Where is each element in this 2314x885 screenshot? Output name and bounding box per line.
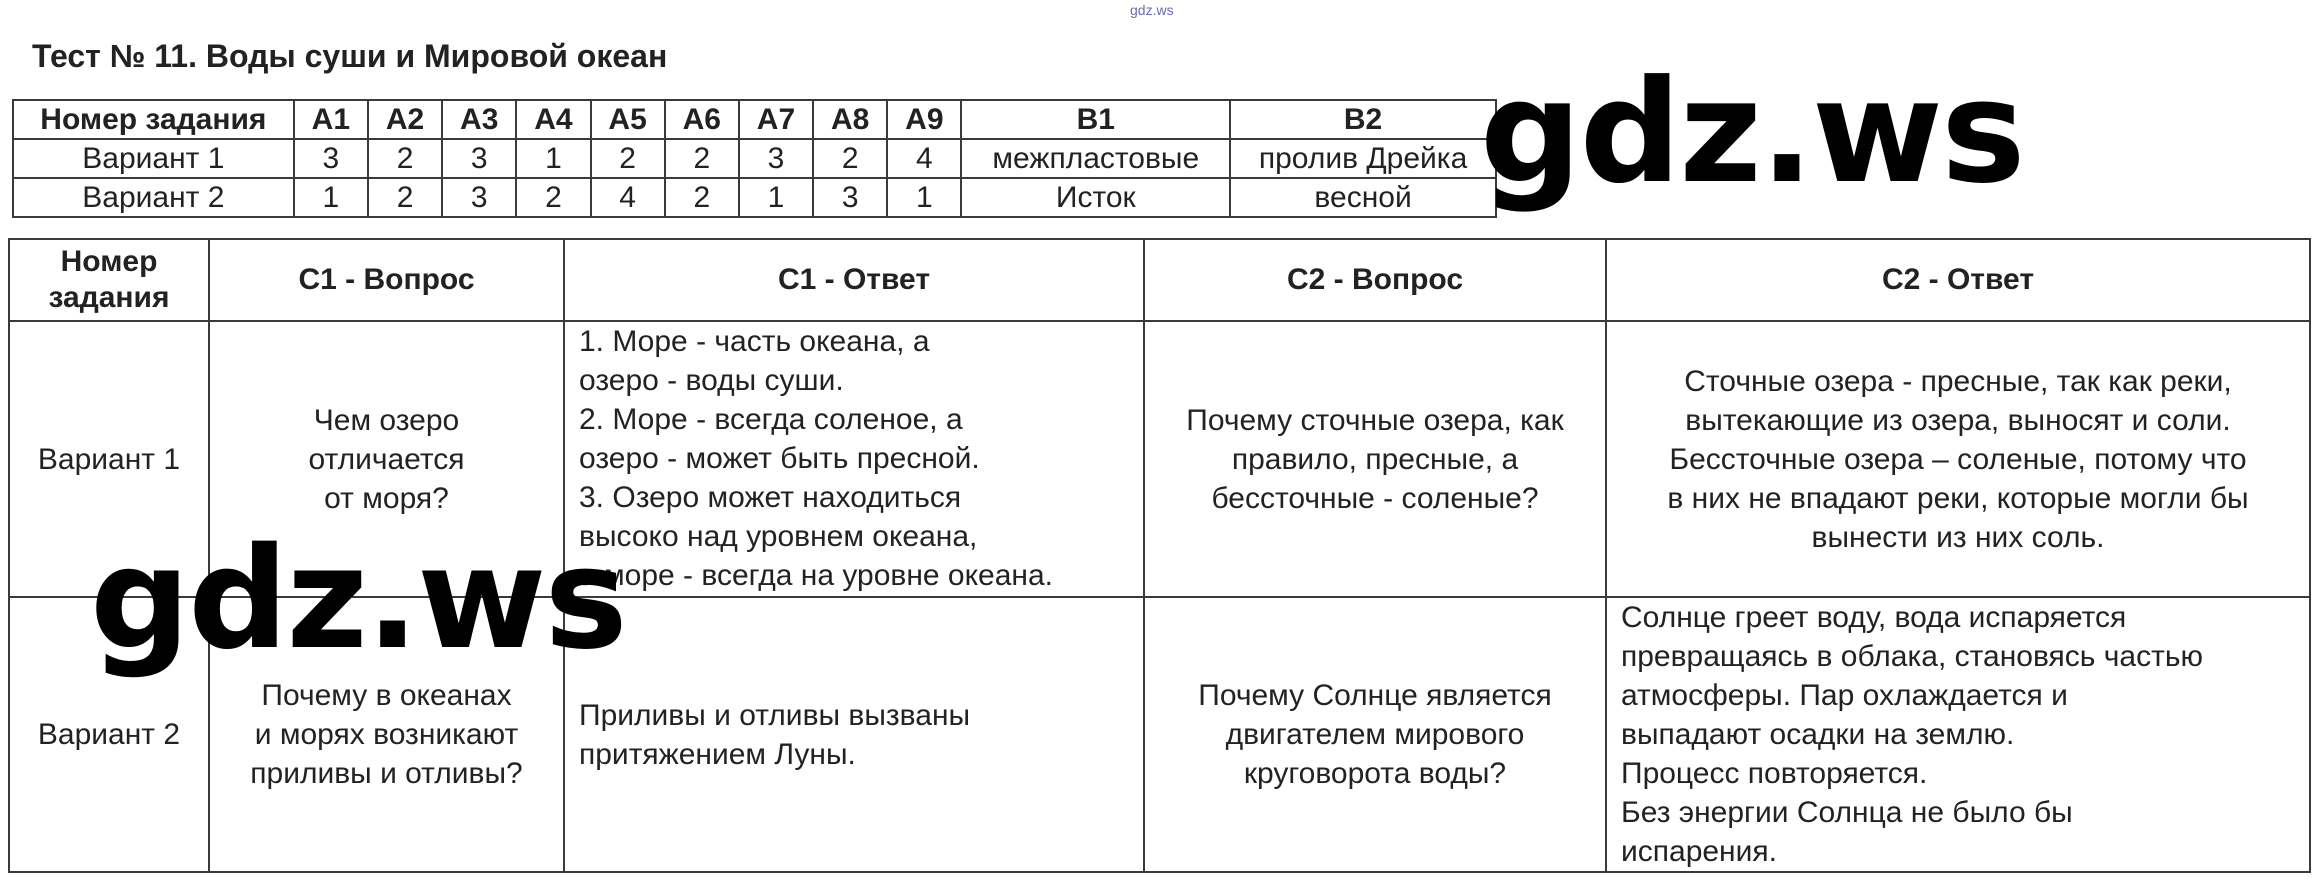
- header-3: А3: [442, 100, 516, 139]
- header-task-number-line2: задания: [48, 281, 170, 314]
- answer-cell: 1: [739, 178, 813, 217]
- c2-answer-cell: [1606, 321, 2310, 597]
- answers-table-a: [12, 99, 1497, 218]
- c1-answer-cell: [564, 597, 1144, 872]
- answer-cell: 3: [294, 139, 368, 178]
- table-row: [13, 139, 1496, 178]
- answer-cell: 3: [739, 139, 813, 178]
- text-line: а море - всегда на уровне океана.: [579, 559, 1054, 592]
- text-line: Процесс повторяется.: [1621, 757, 1928, 790]
- answer-cell: 2: [516, 178, 590, 217]
- text-line: Почему Солнце является: [1198, 679, 1552, 712]
- header-6: А6: [665, 100, 739, 139]
- text-line: вытекающие из озера, выносят и соли.: [1685, 403, 2231, 437]
- answer-cell: 1: [294, 178, 368, 217]
- text-line: 2. Море - всегда соленое, а: [579, 403, 963, 436]
- answer-cell: 2: [813, 139, 887, 178]
- header-11: В2: [1230, 100, 1496, 139]
- header-task-number-line1: Номер: [60, 245, 158, 278]
- answer-cell: 4: [887, 139, 961, 178]
- answer-cell: весной: [1230, 178, 1496, 217]
- answer-cell: Исток: [961, 178, 1230, 217]
- header-task-number: Номер задания: [13, 100, 294, 139]
- table-a-header-row: [13, 100, 1496, 139]
- table-row: [13, 178, 1496, 217]
- answer-cell: 2: [591, 139, 665, 178]
- variant-label: Вариант 1: [13, 139, 294, 178]
- text-line: атмосферы. Пар охлаждается и: [1621, 679, 2068, 712]
- header-4: А4: [516, 100, 590, 139]
- text-line: Почему в океанах: [261, 679, 512, 712]
- text-line: и морях возникают: [254, 718, 519, 751]
- text-line: правило, пресные, а: [1231, 442, 1519, 476]
- watermark-large-bottom: gdz.ws: [90, 518, 626, 681]
- text-line: выпадают осадки на землю.: [1621, 718, 2015, 751]
- text-line: испарения.: [1621, 835, 1777, 868]
- text-line: Почему сточные озера, как: [1186, 403, 1564, 437]
- answer-cell: 1: [516, 139, 590, 178]
- header-10: В1: [961, 100, 1230, 139]
- header-1: А1: [294, 100, 368, 139]
- text-line: бессточные - соленые?: [1211, 481, 1539, 515]
- text-line: от моря?: [324, 481, 449, 515]
- variant-label: Вариант 2: [9, 597, 209, 872]
- header-c1-question: С1 - Вопрос: [209, 239, 564, 321]
- header-c1-answer: С1 - Ответ: [564, 239, 1144, 321]
- text-line: Сточные озера - пресные, так как реки,: [1684, 364, 2232, 398]
- c2-question-cell: [1144, 321, 1606, 597]
- text-line: высоко над уровнем океана,: [579, 520, 978, 553]
- text-line: Чем озеро: [313, 403, 460, 437]
- header-c2-question: С2 - Вопрос: [1144, 239, 1606, 321]
- watermark-large-top: gdz.ws: [1480, 50, 2024, 215]
- variant-label: Вариант 1: [9, 321, 209, 597]
- answer-cell: пролив Дрейка: [1230, 139, 1496, 178]
- header-7: А7: [739, 100, 813, 139]
- header-5: А5: [591, 100, 665, 139]
- answer-cell: 3: [442, 139, 516, 178]
- text-line: Приливы и отливы вызваны: [579, 698, 971, 732]
- table-b-header-row: [9, 239, 2310, 321]
- watermark-small: gdz.ws: [1130, 2, 1174, 18]
- header-task-number: [9, 239, 209, 321]
- answer-cell: 2: [368, 178, 442, 217]
- answer-cell: 3: [813, 178, 887, 217]
- text-line: Солнце греет воду, вода испаряется: [1621, 601, 2127, 634]
- text-line: двигателем мирового: [1225, 718, 1525, 751]
- c1-answer-cell: [564, 321, 1144, 597]
- text-line: Без энергии Солнца не было бы: [1621, 796, 2073, 829]
- table-a-body: [13, 139, 1496, 217]
- answer-cell: 4: [591, 178, 665, 217]
- header-8: А8: [813, 100, 887, 139]
- text-line: превращаясь в облака, становясь частью: [1621, 640, 2203, 673]
- answer-cell: 2: [368, 139, 442, 178]
- text-line: в них не впадают реки, которые могли бы: [1667, 481, 2249, 515]
- text-line: отличается: [308, 442, 465, 476]
- answer-cell: 1: [887, 178, 961, 217]
- text-line: вынести из них соль.: [1811, 520, 2105, 554]
- page-title: Тест № 11. Воды суши и Мировой океан: [32, 38, 668, 74]
- answer-cell: 3: [442, 178, 516, 217]
- header-2: А2: [368, 100, 442, 139]
- answer-cell: межпластовые: [961, 139, 1230, 178]
- header-9: А9: [887, 100, 961, 139]
- text-line: озеро - воды суши.: [579, 364, 844, 397]
- text-line: притяжением Луны.: [579, 737, 856, 771]
- c2-answer-cell: [1606, 597, 2310, 872]
- text-line: 3. Озеро может находиться: [579, 481, 962, 514]
- text-line: озеро - может быть пресной.: [579, 442, 980, 475]
- variant-label: Вариант 2: [13, 178, 294, 217]
- text-line: приливы и отливы?: [250, 757, 523, 790]
- text-line: 1. Море - часть океана, а: [579, 325, 930, 358]
- answer-cell: 2: [665, 139, 739, 178]
- text-line: круговорота воды?: [1243, 757, 1507, 790]
- header-c2-answer: С2 - Ответ: [1606, 239, 2310, 321]
- text-line: Бессточные озера – соленые, потому что: [1669, 442, 2247, 476]
- answer-cell: 2: [665, 178, 739, 217]
- c2-question-cell: [1144, 597, 1606, 872]
